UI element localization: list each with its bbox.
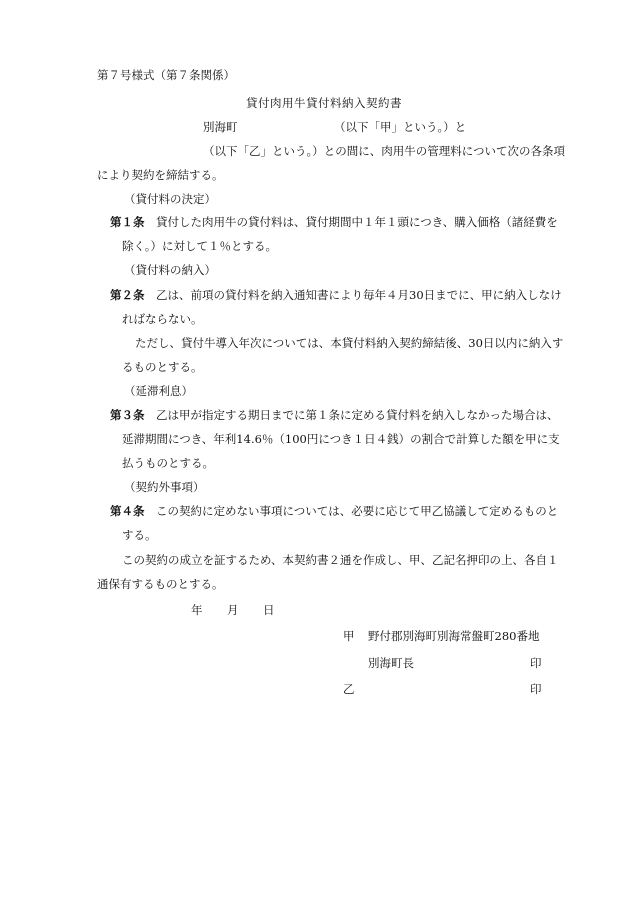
closing-line-2: 通保有するものとする。 — [97, 577, 224, 591]
article-2-line-2: ればならない。 — [122, 312, 203, 326]
section-2-heading: （貸付料の納入） — [124, 263, 216, 277]
section-3-heading: （延滞利息） — [124, 384, 193, 398]
party-a-town: 別海町 — [203, 120, 238, 134]
article-2-label: 第２条 — [110, 288, 145, 302]
closing-line-1: この契約の成立を証するため、本契約書２通を作成し、甲、乙記名押印の上、各自１ — [122, 553, 559, 567]
article-1-line-1: 貸付した肉用牛の貸付料は、貸付期間中１年１頭につき、購入価格（諸経費を — [156, 215, 558, 229]
article-3-line-1: 乙は甲が指定する期日までに第１条に定める貸付料を納入しなかった場合は、 — [156, 408, 559, 422]
article-2-para-2-line-2: るものとする。 — [122, 360, 203, 374]
date-year: 年 — [191, 603, 203, 617]
section-4-heading: （契約外事項） — [124, 480, 205, 494]
party-b-note: （以下「乙」という。）との間に、肉用牛の管理料について次の各条項 — [203, 144, 566, 158]
intro-continuation: により契約を締結する。 — [97, 168, 224, 182]
article-4-line-2: する。 — [122, 528, 157, 542]
article-3-line-2: 延滞期間につき、年利14.6％（100円につき１日４銭）の割合で計算した額を甲に支 — [122, 432, 560, 446]
party-a-note: （以下「甲」という。）と — [334, 120, 467, 134]
signature-b-seal: 印 — [530, 682, 542, 696]
signature-a-seal: 印 — [530, 656, 542, 670]
article-2-para-2-line-1: ただし、貸付牛導入年次については、本貸付料納入契約締結後、30日以内に納入す — [135, 336, 564, 350]
form-label: 第７号様式（第７条関係） — [97, 68, 235, 82]
article-1-label: 第１条 — [110, 215, 145, 229]
article-3-line-3: 払うものとする。 — [122, 456, 214, 470]
signature-a-address: 野付郡別海町別海常盤町280番地 — [368, 629, 540, 643]
signature-a-title: 別海町長 — [368, 656, 414, 670]
article-1-line-2: 除く。）に対して１％とする。 — [122, 239, 278, 253]
date-month: 月 — [227, 603, 239, 617]
article-2-line-1: 乙は、前項の貸付料を納入通知書により毎年４月30日までに、甲に納入しなけ — [156, 288, 562, 302]
signature-a-mark: 甲 — [343, 629, 355, 643]
signature-b-mark: 乙 — [343, 682, 355, 696]
date-day: 日 — [263, 603, 275, 617]
article-4-label: 第４条 — [110, 504, 145, 518]
article-3-label: 第３条 — [110, 408, 145, 422]
document-title: 貸付肉用牛貸付料納入契約書 — [246, 96, 402, 110]
section-1-heading: （貸付料の決定） — [124, 192, 216, 206]
article-4-line-1: この契約に定めない事項については、必要に応じて甲乙協議して定めるものと — [156, 504, 559, 518]
